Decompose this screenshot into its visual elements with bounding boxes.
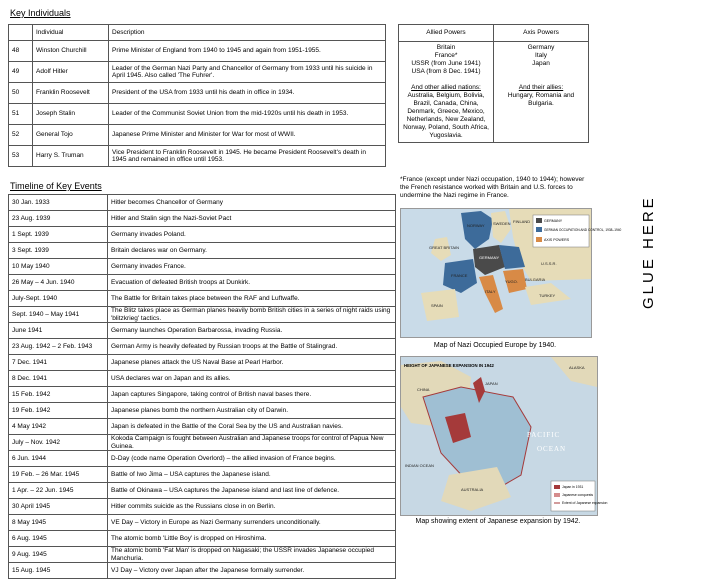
timeline-date: 10 May 1940 bbox=[9, 259, 108, 275]
row-number: 48 bbox=[9, 41, 33, 62]
row-description: Leader of the Communist Soviet Union from the mid-1920s until his death in 1953. bbox=[109, 104, 386, 125]
table-row bbox=[9, 125, 386, 146]
timeline-event: USA declares war on Japan and its allies. bbox=[108, 371, 396, 387]
timeline-row bbox=[9, 291, 396, 307]
timeline-row bbox=[9, 435, 396, 451]
table-row bbox=[9, 62, 386, 83]
pacific-map-graphic bbox=[401, 357, 608, 515]
allied-others: And other allied nations: Australia, Belgium, Bolivia, Brazil, Canada, China, Denmark, Greece, Mexico, Netherlands, New Zealand, Norway, Poland, South Africa, Yugoslavia. bbox=[399, 78, 494, 143]
europe-map-caption: Map of Nazi Occupied Europe by 1940. bbox=[433, 342, 557, 349]
label-britain: GREAT BRITAIN bbox=[429, 245, 460, 250]
label-yugoslavia: YUGO. bbox=[505, 279, 518, 284]
europe-legend-occupied: GERMAN OCCUPATION AND CONTROL, 1938–1940 bbox=[544, 228, 622, 232]
timeline-row bbox=[9, 259, 396, 275]
table-row bbox=[9, 146, 386, 167]
row-name: Franklin Roosevelt bbox=[33, 83, 109, 104]
label-china: CHINA bbox=[417, 387, 430, 392]
timeline-date: 1 Apr. – 22 Jun. 1945 bbox=[9, 483, 108, 499]
timeline-event: German Army is heavily defeated by Russian troops at the Battle of Stalingrad. bbox=[108, 339, 396, 355]
timeline-date: 6 Aug. 1945 bbox=[9, 531, 108, 547]
timeline-event: VJ Day – Victory over Japan after the Japanese formally surrender. bbox=[108, 563, 396, 579]
axis-others: And their allies: Hungary, Romania and Bulgaria. bbox=[494, 78, 589, 143]
timeline-row bbox=[9, 547, 396, 563]
individuals-table bbox=[8, 24, 386, 167]
timeline-date: 6 Jun. 1944 bbox=[9, 451, 108, 467]
timeline-event: Hitler and Stalin sign the Nazi-Soviet Pact bbox=[108, 211, 396, 227]
row-number: 51 bbox=[9, 104, 33, 125]
table-row bbox=[9, 104, 386, 125]
timeline-event: Germany launches Operation Barbarossa, invading Russia. bbox=[108, 323, 396, 339]
individuals-col-num bbox=[9, 25, 33, 41]
timeline-row bbox=[9, 211, 396, 227]
timeline-date: July-Sept. 1940 bbox=[9, 291, 108, 307]
label-australia: AUSTRALIA bbox=[461, 487, 484, 492]
timeline-table bbox=[8, 194, 396, 579]
label-finland: FINLAND bbox=[513, 219, 531, 224]
timeline-date: July – Nov. 1942 bbox=[9, 435, 108, 451]
label-turkey: TURKEY bbox=[539, 293, 556, 298]
pacific-legend-conquests: Japanese conquests bbox=[562, 493, 594, 497]
timeline-row bbox=[9, 451, 396, 467]
timeline-date: 8 May 1945 bbox=[9, 515, 108, 531]
timeline-date: 19 Feb. – 26 Mar. 1945 bbox=[9, 467, 108, 483]
label-alaska: ALASKA bbox=[569, 365, 585, 370]
glue-here-label: GLUE HERE bbox=[640, 195, 657, 309]
pacific-map-caption: Map showing extent of Japanese expansion by 1942. bbox=[415, 518, 581, 525]
timeline-row bbox=[9, 195, 396, 211]
label-indian-ocean: INDIAN OCEAN bbox=[405, 463, 434, 468]
timeline-row bbox=[9, 499, 396, 515]
row-description: Vice President to Franklin Roosevelt in 1945. He became President Roosevelt's death in 1945 and remained in office until 1953. bbox=[109, 146, 386, 167]
axis-powers-header: Axis Powers bbox=[494, 25, 589, 42]
timeline-row bbox=[9, 355, 396, 371]
label-italy: ITALY bbox=[485, 289, 496, 294]
timeline-row bbox=[9, 483, 396, 499]
timeline-date: 15 Feb. 1942 bbox=[9, 387, 108, 403]
label-spain: SPAIN bbox=[431, 303, 443, 308]
allied-powers-header: Allied Powers bbox=[399, 25, 494, 42]
timeline-row bbox=[9, 339, 396, 355]
europe-map-graphic bbox=[401, 209, 622, 337]
label-germany: GERMANY bbox=[479, 255, 500, 260]
timeline-event: The atomic bomb 'Fat Man' is dropped on Nagasaki; the USSR invades Japanese occupied Manchuria. bbox=[108, 547, 396, 563]
label-japan: JAPAN bbox=[485, 381, 498, 386]
timeline-row bbox=[9, 275, 396, 291]
timeline-date: 9 Aug. 1945 bbox=[9, 547, 108, 563]
france-footnote: *France (except under Nazi occupation, 1940 to 1944); however the French resistance worked with Britain and U.S. forces to undermine the Nazi regime in France. bbox=[400, 176, 585, 199]
pacific-legend-japan: Japan in 1931 bbox=[562, 485, 584, 489]
timeline-event: Battle of Iwo Jima – USA captures the Japanese island. bbox=[108, 467, 396, 483]
timeline-event: Battle of Okinawa – USA captures the Japanese island and last line of defence. bbox=[108, 483, 396, 499]
timeline-date: 4 May 1942 bbox=[9, 419, 108, 435]
table-row bbox=[9, 83, 386, 104]
timeline-row bbox=[9, 419, 396, 435]
pacific-map bbox=[400, 356, 608, 516]
timeline-row bbox=[9, 531, 396, 547]
row-number: 52 bbox=[9, 125, 33, 146]
timeline-event: Hitler commits suicide as the Russians close in on Berlin. bbox=[108, 499, 396, 515]
label-ocean: OCEAN bbox=[537, 445, 567, 453]
allied-main-list: Britain France* USSR (from June 1941) USA (from 8 Dec. 1941) bbox=[399, 42, 494, 79]
timeline-date: 3 Sept. 1939 bbox=[9, 243, 108, 259]
timeline-event: Hitler becomes Chancellor of Germany bbox=[108, 195, 396, 211]
label-bulgaria: BULGARIA bbox=[525, 277, 546, 282]
timeline-event: Germany invades Poland. bbox=[108, 227, 396, 243]
timeline-event: Japanese planes attack the US Naval Base at Pearl Harbor. bbox=[108, 355, 396, 371]
timeline-row bbox=[9, 387, 396, 403]
timeline-row bbox=[9, 371, 396, 387]
row-name: Adolf Hitler bbox=[33, 62, 109, 83]
timeline-date: June 1941 bbox=[9, 323, 108, 339]
label-ussr: U.S.S.R. bbox=[541, 261, 557, 266]
timeline-row bbox=[9, 403, 396, 419]
powers-table bbox=[398, 24, 589, 143]
europe-map bbox=[400, 208, 622, 338]
label-sweden: SWEDEN bbox=[493, 221, 511, 226]
timeline-event: Kokoda Campaign is fought between Australian and Japanese troops for control of Papua New Guinea. bbox=[108, 435, 396, 451]
timeline-event: The Battle for Britain takes place between the RAF and Luftwaffe. bbox=[108, 291, 396, 307]
pacific-legend-extent: Extent of Japanese expansion bbox=[562, 501, 608, 505]
timeline-row bbox=[9, 515, 396, 531]
timeline-date: 15 Aug. 1945 bbox=[9, 563, 108, 579]
timeline-date: 19 Feb. 1942 bbox=[9, 403, 108, 419]
timeline-event: VE Day – Victory in Europe as Nazi Germany surrenders unconditionally. bbox=[108, 515, 396, 531]
timeline-event: Evacuation of defeated British troops at Dunkirk. bbox=[108, 275, 396, 291]
label-pacific: PACIFIC bbox=[527, 431, 561, 439]
row-description: Prime Minister of England from 1940 to 1945 and again from 1951-1955. bbox=[109, 41, 386, 62]
timeline-event: Britain declares war on Germany. bbox=[108, 243, 396, 259]
timeline-row bbox=[9, 307, 396, 323]
timeline-row bbox=[9, 323, 396, 339]
axis-main-list: Germany Italy Japan bbox=[494, 42, 589, 79]
timeline-date: 8 Dec. 1941 bbox=[9, 371, 108, 387]
europe-legend-germany: GERMANY bbox=[544, 219, 563, 223]
row-number: 49 bbox=[9, 62, 33, 83]
timeline-row bbox=[9, 563, 396, 579]
timeline-date: 26 May – 4 Jun. 1940 bbox=[9, 275, 108, 291]
row-number: 50 bbox=[9, 83, 33, 104]
row-name: Winston Churchill bbox=[33, 41, 109, 62]
europe-legend-axis: AXIS POWERS bbox=[544, 238, 570, 242]
table-row bbox=[9, 41, 386, 62]
timeline-date: 7 Dec. 1941 bbox=[9, 355, 108, 371]
timeline-date: 23 Aug. 1939 bbox=[9, 211, 108, 227]
timeline-date: 1 Sept. 1939 bbox=[9, 227, 108, 243]
row-description: Japanese Prime Minister and Minister for War for most of WWII. bbox=[109, 125, 386, 146]
timeline-event: The atomic bomb 'Little Boy' is dropped on Hiroshima. bbox=[108, 531, 396, 547]
row-description: President of the USA from 1933 until his death in office in 1934. bbox=[109, 83, 386, 104]
individuals-col-name: Individual bbox=[33, 25, 109, 41]
row-name: Harry S. Truman bbox=[33, 146, 109, 167]
timeline-event: Japan is defeated in the Battle of the Coral Sea by the US and Australian navies. bbox=[108, 419, 396, 435]
timeline-title: Timeline of Key Events bbox=[10, 181, 102, 191]
label-norway: NORWAY bbox=[467, 223, 485, 228]
row-name: Joseph Stalin bbox=[33, 104, 109, 125]
label-france: FRANCE bbox=[451, 273, 468, 278]
timeline-date: 23 Aug. 1942 – 2 Feb. 1943 bbox=[9, 339, 108, 355]
timeline-date: 30 Jan. 1933 bbox=[9, 195, 108, 211]
individuals-col-desc: Description bbox=[109, 25, 386, 41]
individuals-title: Key Individuals bbox=[10, 8, 71, 18]
timeline-row bbox=[9, 243, 396, 259]
timeline-date: Sept. 1940 – May 1941 bbox=[9, 307, 108, 323]
row-description: Leader of the German Nazi Party and Chancellor of Germany from 1933 until his suicide in April 1945. Also called 'The Fuhrer'. bbox=[109, 62, 386, 83]
timeline-event: Germany invades France. bbox=[108, 259, 396, 275]
individuals-header-row bbox=[9, 25, 386, 41]
timeline-event: D-Day (code name Operation Overlord) – the allied invasion of France begins. bbox=[108, 451, 396, 467]
timeline-row bbox=[9, 227, 396, 243]
timeline-date: 30 April 1945 bbox=[9, 499, 108, 515]
timeline-event: The Blitz takes place as German planes heavily bomb British cities in a series of night raids using 'blitzkrieg' tactics. bbox=[108, 307, 396, 323]
timeline-row bbox=[9, 467, 396, 483]
timeline-event: Japanese planes bomb the northern Australian city of Darwin. bbox=[108, 403, 396, 419]
pacific-map-title: HEIGHT OF JAPANESE EXPANSION IN 1942 bbox=[404, 363, 494, 368]
row-name: General Tojo bbox=[33, 125, 109, 146]
timeline-event: Japan captures Singapore, taking control of British naval bases there. bbox=[108, 387, 396, 403]
row-number: 53 bbox=[9, 146, 33, 167]
